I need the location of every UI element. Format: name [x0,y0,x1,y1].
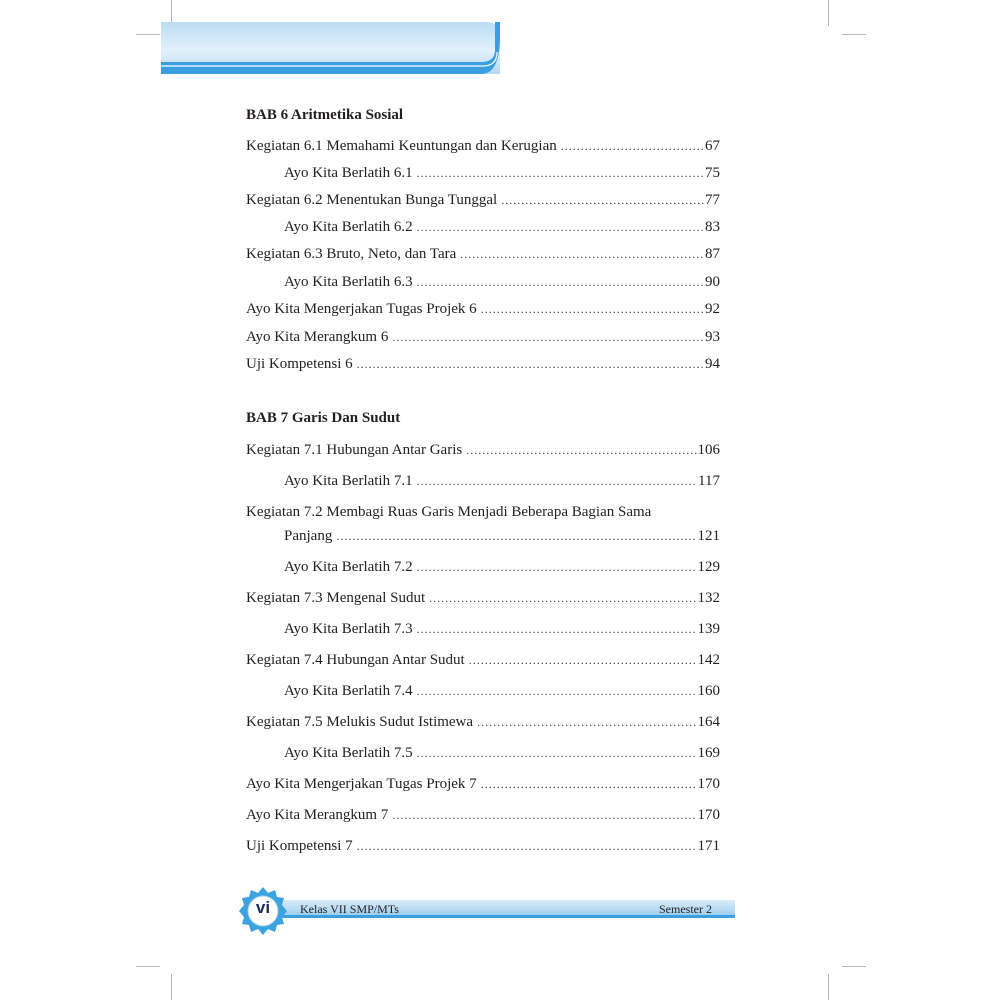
toc-entry-label: Kegiatan 6.1 Memahami Keuntungan dan Kerugian [246,138,557,154]
toc-entry[interactable] [246,713,720,731]
toc-entry[interactable] [246,837,720,855]
dot-leader [392,806,696,824]
toc-entry-label: Uji Kompetensi 7 [246,838,353,854]
toc-entry-page: 160 [697,683,720,699]
toc-entry-page: 171 [697,838,720,854]
toc-entry-label: Kegiatan 6.3 Bruto, Neto, dan Tara [246,246,457,262]
toc-entry-label: Kegiatan 7.3 Mengenal Sudut [246,590,426,606]
dot-leader [417,558,697,576]
toc-entry[interactable] [284,682,720,700]
toc-entry-label: Ayo Kita Mengerjakan Tugas Projek 7 [246,776,477,792]
dot-leader [417,273,704,291]
toc-entry-page: 90 [705,274,720,290]
toc-entry-label: Ayo Kita Berlatih 6.3 [284,274,413,290]
toc-entry[interactable] [246,775,720,793]
chapter-title: BAB 6 Aritmetika Sosial [246,107,404,123]
toc-entry-page: 93 [705,329,720,345]
toc-entry-page: 75 [705,165,720,181]
dot-leader [336,527,696,545]
toc-entry-page: 169 [697,745,720,761]
toc-entry-page: 129 [697,559,720,575]
dot-leader [417,218,704,236]
toc-entry[interactable] [246,651,720,669]
toc-entry-page: 92 [705,301,720,317]
toc-entry[interactable] [284,558,720,576]
toc-entry-page: 117 [698,473,720,489]
toc-entry-page: 164 [697,714,720,730]
toc-entry[interactable] [246,245,720,263]
toc-entry-label: Ayo Kita Berlatih 7.5 [284,745,413,761]
toc-entry-page: 77 [705,192,720,208]
toc-entry-page: 67 [705,138,720,154]
toc-entry-label: Kegiatan 7.4 Hubungan Antar Sudut [246,652,465,668]
toc-entry-page: 142 [697,652,720,668]
page-number: vi [255,898,271,917]
dot-leader [357,837,697,855]
toc-entry-label: Ayo Kita Merangkum 6 [246,329,389,345]
toc-entry-page: 87 [705,246,720,262]
toc-entry[interactable] [284,527,720,545]
dot-leader [466,441,696,459]
toc-entry[interactable] [284,620,720,638]
dot-leader [481,300,704,318]
crop-mark [136,966,160,967]
toc-entry-label: Uji Kompetensi 6 [246,356,353,372]
toc-entry-page: 106 [697,442,720,458]
dot-leader [417,744,697,762]
crop-mark [828,0,829,26]
dot-leader [417,682,697,700]
toc-entry[interactable] [284,164,720,182]
toc-entry-label: Ayo Kita Berlatih 7.4 [284,683,413,699]
dot-leader [501,191,704,209]
dot-leader [417,472,697,490]
toc-entry-page: 94 [705,356,720,372]
toc-entry-page: 132 [697,590,720,606]
dot-leader [429,589,696,607]
dot-leader [561,137,704,155]
toc-entry-label: Ayo Kita Mengerjakan Tugas Projek 6 [246,301,477,317]
toc-entry[interactable] [284,472,720,490]
crop-mark [842,34,866,35]
toc-entry[interactable] [284,744,720,762]
toc-entry[interactable] [246,441,720,459]
toc-entry[interactable] [246,300,720,318]
dot-leader [417,164,704,182]
toc-entry[interactable] [246,355,720,373]
toc-entry-label: Ayo Kita Berlatih 7.1 [284,473,413,489]
toc-entry-page: 139 [697,621,720,637]
toc-entry-label: Ayo Kita Berlatih 6.2 [284,219,413,235]
toc-entry-page: 170 [697,776,720,792]
crop-mark [171,974,172,1000]
dot-leader [460,245,704,263]
header-band [161,22,500,74]
toc-entry[interactable] [246,137,720,155]
toc-entry[interactable] [246,328,720,346]
toc-entry-label: Ayo Kita Berlatih 6.1 [284,165,413,181]
chapter-title: BAB 7 Garis Dan Sudut [246,410,401,426]
toc-entry-label: Ayo Kita Merangkum 7 [246,807,389,823]
dot-leader [392,328,704,346]
toc-entry[interactable] [284,218,720,236]
toc-entry[interactable] [246,806,720,824]
dot-leader [469,651,697,669]
crop-mark [842,966,866,967]
toc-entry[interactable] [246,589,720,607]
dot-leader [481,775,697,793]
dot-leader [477,713,696,731]
footer-semester: Semester 2 [659,902,712,916]
toc-entry[interactable] [284,273,720,291]
dot-leader [417,620,697,638]
toc-entry-page: 83 [705,219,720,235]
toc-entry-page: 121 [697,528,720,544]
crop-mark [828,974,829,1000]
toc-entry-label: Kegiatan 6.2 Menentukan Bunga Tunggal [246,192,498,208]
dot-leader [357,355,704,373]
toc-entry-label: Ayo Kita Berlatih 7.3 [284,621,413,637]
crop-mark [136,34,160,35]
toc-entry-page: 170 [697,807,720,823]
toc-entry-label: Kegiatan 7.5 Melukis Sudut Istimewa [246,714,474,730]
footer-book-title: Kelas VII SMP/MTs [300,902,399,916]
toc-entry-label: Ayo Kita Berlatih 7.2 [284,559,413,575]
toc-entry-label-continued: Panjang [284,528,333,544]
toc-entry[interactable] [246,191,720,209]
toc-entry-label: Kegiatan 7.1 Hubungan Antar Garis [246,442,463,458]
toc-entry-label[interactable]: Kegiatan 7.2 Membagi Ruas Garis Menjadi Beberapa Bagian Sama [246,504,652,520]
